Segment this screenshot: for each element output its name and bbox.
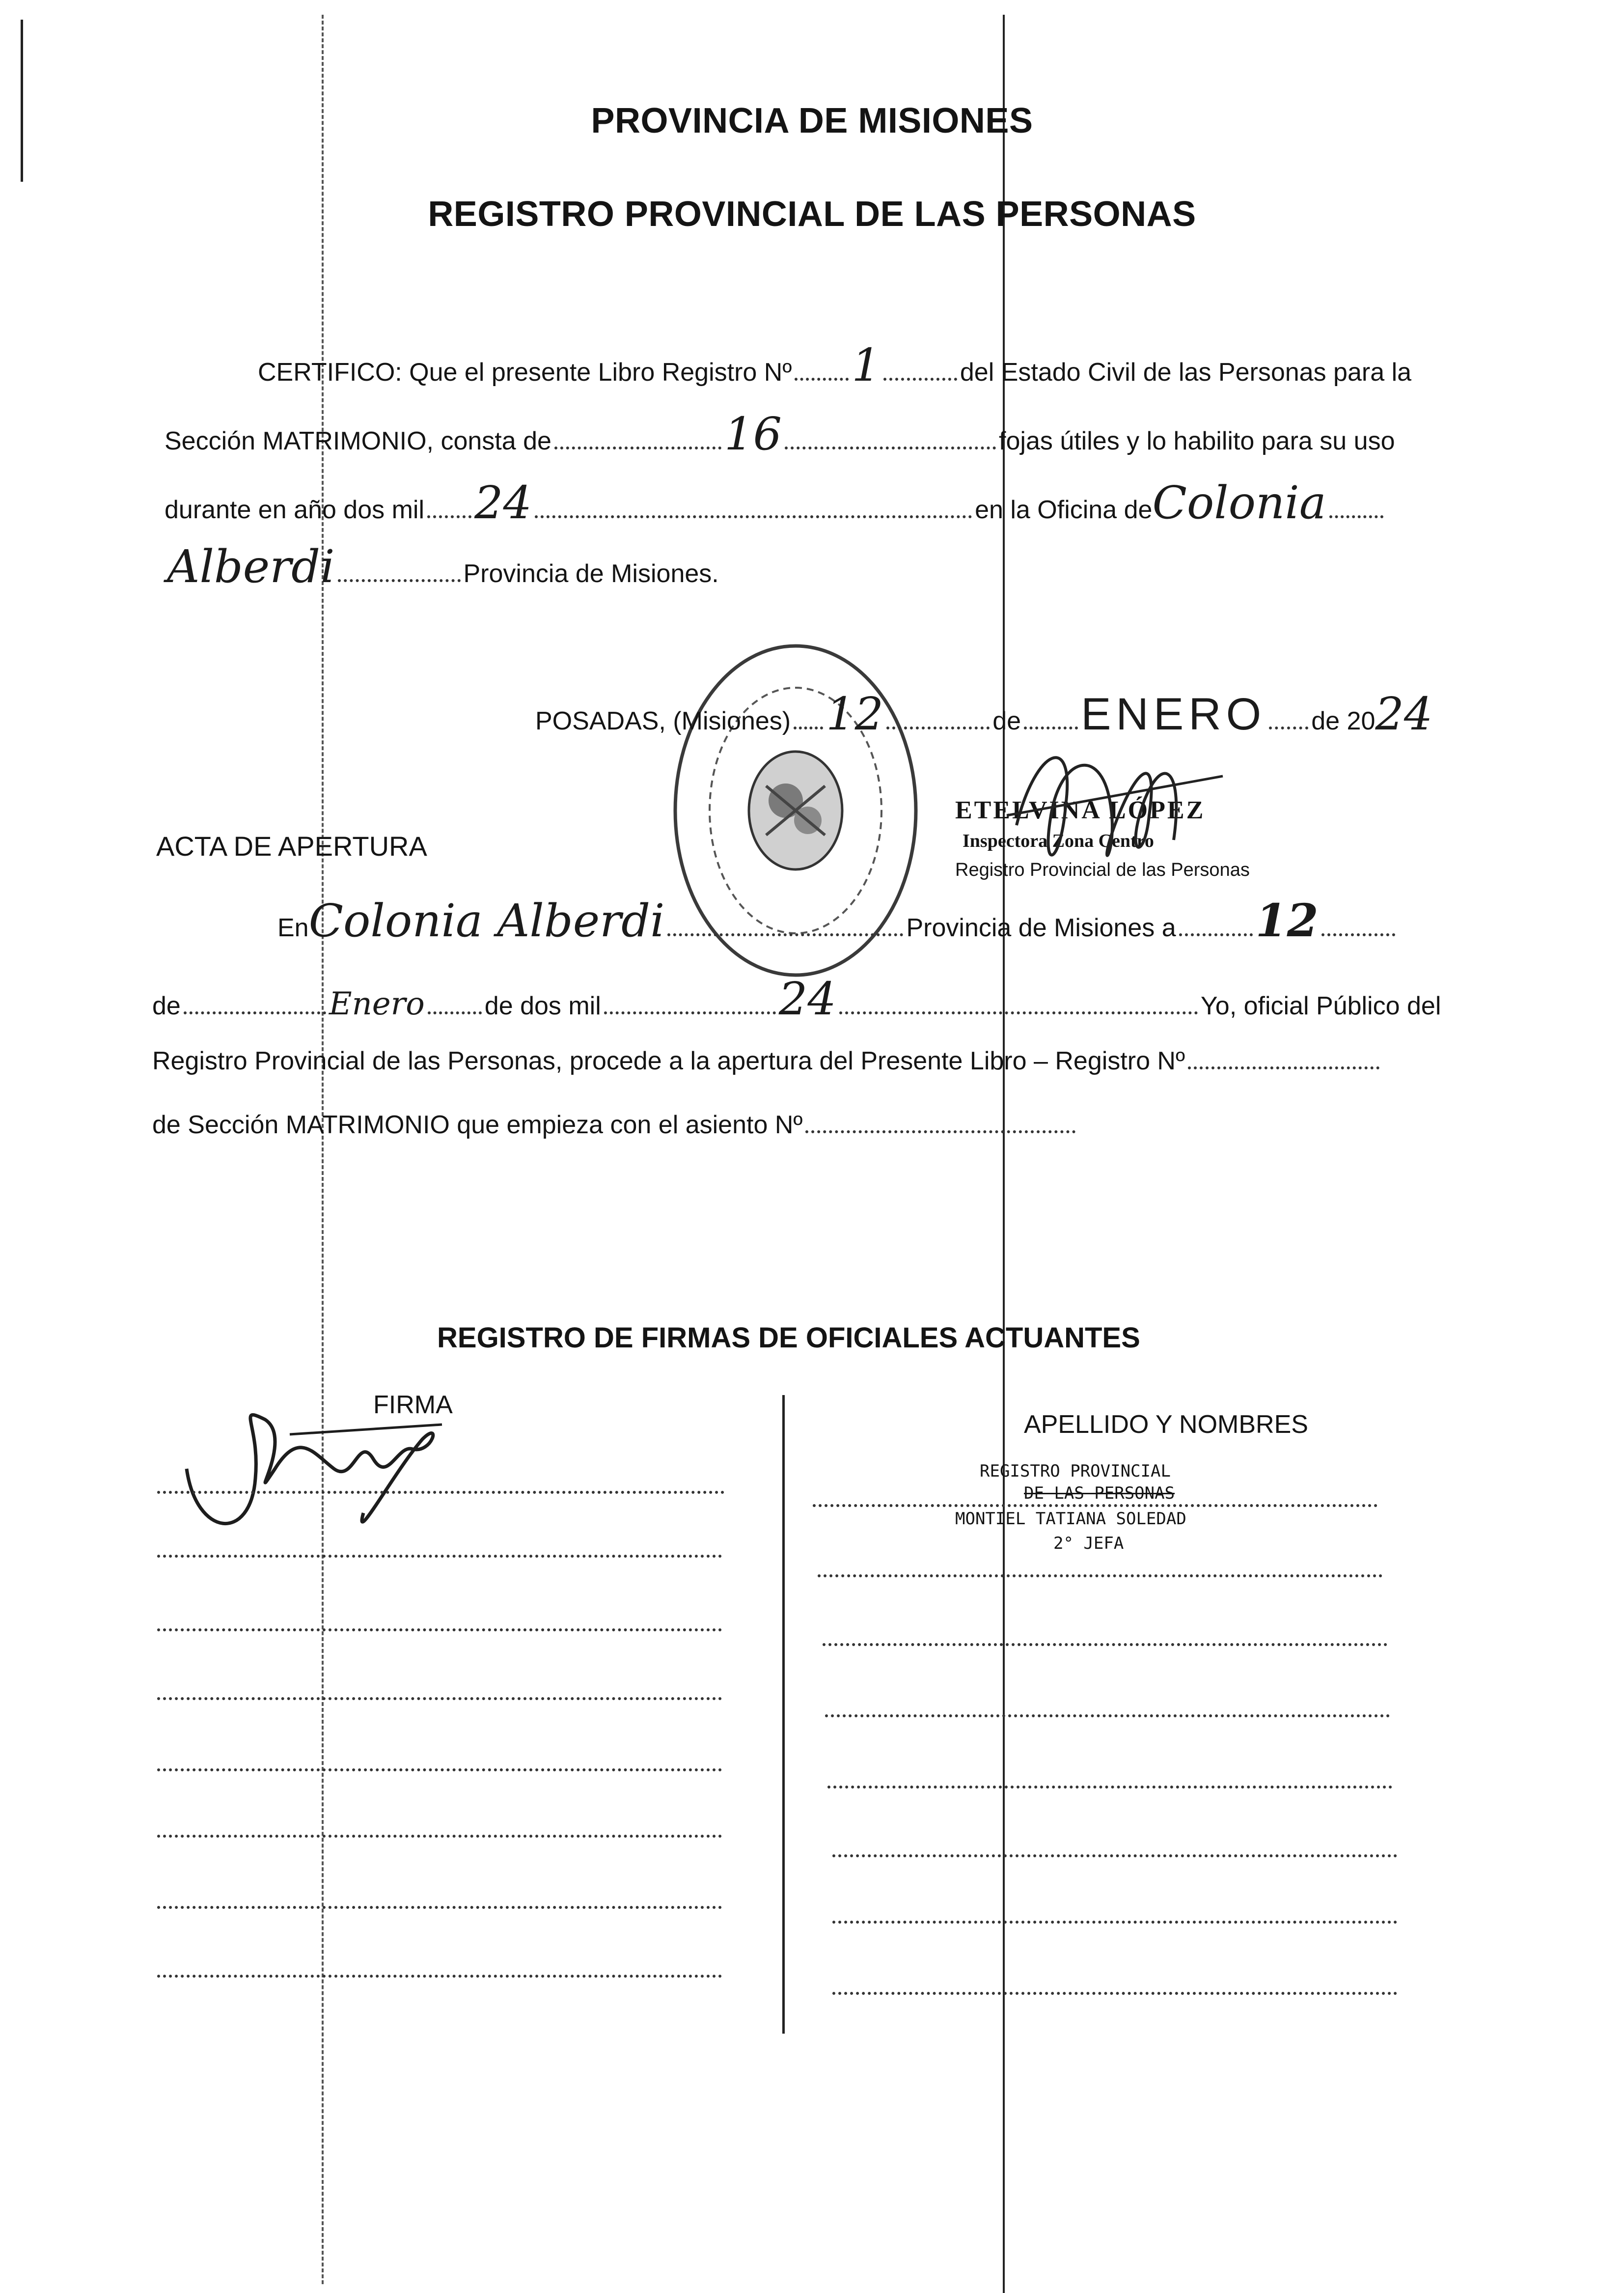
cert-line-3-prefix: durante en año dos mil <box>165 496 425 524</box>
fecha-mes: ENERO <box>1081 689 1266 739</box>
acta-dia: 12 <box>1255 894 1319 947</box>
dotted-fill <box>839 1011 1198 1014</box>
firma-line-4 <box>157 1697 722 1700</box>
fecha-de-1: de <box>992 707 1021 735</box>
libro-numero: 1 <box>852 339 881 391</box>
dotted-fill <box>795 378 849 381</box>
firma-line-8 <box>157 1975 722 1978</box>
firma-line-3 <box>157 1628 722 1631</box>
dotted-fill <box>535 515 972 518</box>
acta-anio: 24 <box>778 973 836 1025</box>
acta-line-2-suffix: Yo, oficial Público del <box>1200 992 1441 1020</box>
cert-line-1-prefix: CERTIFICO: Que el presente Libro Registro Nº <box>258 358 792 387</box>
names-stamp-line-3: MONTIEL TATIANA SOLEDAD <box>955 1509 1186 1529</box>
oficina-part-2: Alberdi <box>167 540 335 593</box>
acta-en: En <box>277 914 309 942</box>
dotted-fill <box>604 1011 776 1014</box>
names-stamp-line-2: DE LAS PERSONAS <box>1024 1483 1175 1503</box>
dotted-fill <box>1329 515 1383 518</box>
cert-line-3-suffix: en la Oficina de <box>975 496 1153 524</box>
fecha-dia: 12 <box>826 688 884 740</box>
fecha-de-2: de 20 <box>1311 707 1376 735</box>
cert-line-3 <box>165 476 1386 529</box>
firma-line-2 <box>157 1555 722 1558</box>
official-stamp-name: ETELVINA LÓPEZ <box>955 796 1206 824</box>
nombre-line-7 <box>832 1921 1397 1924</box>
dotted-fill <box>785 447 996 449</box>
nombre-line-4 <box>825 1714 1390 1717</box>
dotted-fill <box>428 1011 482 1014</box>
cert-line-1-suffix: del Estado Civil de las Personas para la <box>960 358 1412 387</box>
cert-line-1 <box>258 339 1411 391</box>
cert-line-2-suffix: fojas útiles y lo habilito para su uso <box>999 427 1395 455</box>
cert-line-4-suffix: Provincia de Misiones. <box>463 559 719 588</box>
col-firma-header: FIRMA <box>373 1391 453 1419</box>
acta-line-3 <box>152 1046 1382 1076</box>
col-nombres-header: APELLIDO Y NOMBRES <box>1024 1410 1308 1439</box>
fecha-line <box>535 688 1432 740</box>
acta-line-2 <box>152 973 1441 1025</box>
firmas-title: REGISTRO DE FIRMAS DE OFICIALES ACTUANTES <box>437 1322 1140 1354</box>
dotted-fill <box>1188 1066 1379 1069</box>
dotted-fill <box>886 727 990 729</box>
fecha-anio: 24 <box>1375 688 1433 740</box>
acta-mes: Enero <box>329 986 425 1022</box>
nombre-line-2 <box>818 1574 1382 1577</box>
dotted-fill <box>554 447 721 449</box>
nombre-line-8 <box>832 1992 1397 1995</box>
acta-de: de <box>152 992 181 1020</box>
header-province: PROVINCIA DE MISIONES <box>591 101 1033 140</box>
official-stamp-role: Inspectora Zona Centro <box>963 831 1154 851</box>
dotted-fill <box>805 1130 1075 1133</box>
nombre-line-3 <box>823 1643 1387 1646</box>
dotted-fill <box>794 727 823 729</box>
signature-inspector <box>997 717 1242 894</box>
dotted-fill <box>1321 933 1395 936</box>
firma-line-6 <box>157 1835 722 1838</box>
dotted-fill <box>338 579 461 582</box>
cert-line-4 <box>167 540 719 593</box>
acta-line-1-suffix: Provincia de Misiones a <box>906 914 1176 942</box>
names-stamp-line-4: 2° JEFA <box>1053 1534 1124 1553</box>
names-stamp-line-1: REGISTRO PROVINCIAL <box>980 1461 1171 1481</box>
acta-line-4 <box>152 1110 1078 1140</box>
dotted-fill <box>184 1011 326 1014</box>
acta-line-3-text: Registro Provincial de las Personas, procede a la apertura del Presente Libro – Registro Nº <box>152 1047 1185 1075</box>
acta-line-2-mid: de dos mil <box>484 992 601 1020</box>
firma-line-7 <box>157 1906 722 1909</box>
firma-line-5 <box>157 1768 722 1771</box>
fojas-count: 16 <box>724 408 782 460</box>
nombre-line-5 <box>827 1786 1392 1789</box>
anio-habilitacion: 24 <box>474 476 532 529</box>
firma-line-1 <box>157 1491 724 1494</box>
dotted-fill <box>883 378 957 381</box>
acta-line-4-text: de Sección MATRIMONIO que empieza con el asiento Nº <box>152 1111 803 1139</box>
official-stamp-org: Registro Provincial de las Personas <box>955 860 1250 880</box>
dotted-fill <box>1269 727 1308 729</box>
dotted-fill <box>667 933 903 936</box>
acta-title: ACTA DE APERTURA <box>156 831 427 862</box>
cert-line-2-prefix: Sección MATRIMONIO, consta de <box>165 427 551 455</box>
acta-line-1 <box>277 894 1398 947</box>
dotted-fill <box>1179 933 1253 936</box>
nombre-line-1 <box>813 1504 1377 1507</box>
fecha-prefix: POSADAS, (Misiones) <box>535 707 791 735</box>
signature-officer <box>167 1390 471 1552</box>
acta-lugar: Colonia Alberdi <box>308 895 665 947</box>
dotted-fill <box>427 515 471 518</box>
column-divider <box>782 1395 785 2034</box>
nombre-line-6 <box>832 1854 1397 1857</box>
cert-line-2 <box>165 408 1395 460</box>
oficina-part-1: Colonia <box>1152 476 1326 529</box>
header-registry: REGISTRO PROVINCIAL DE LAS PERSONAS <box>428 195 1196 234</box>
